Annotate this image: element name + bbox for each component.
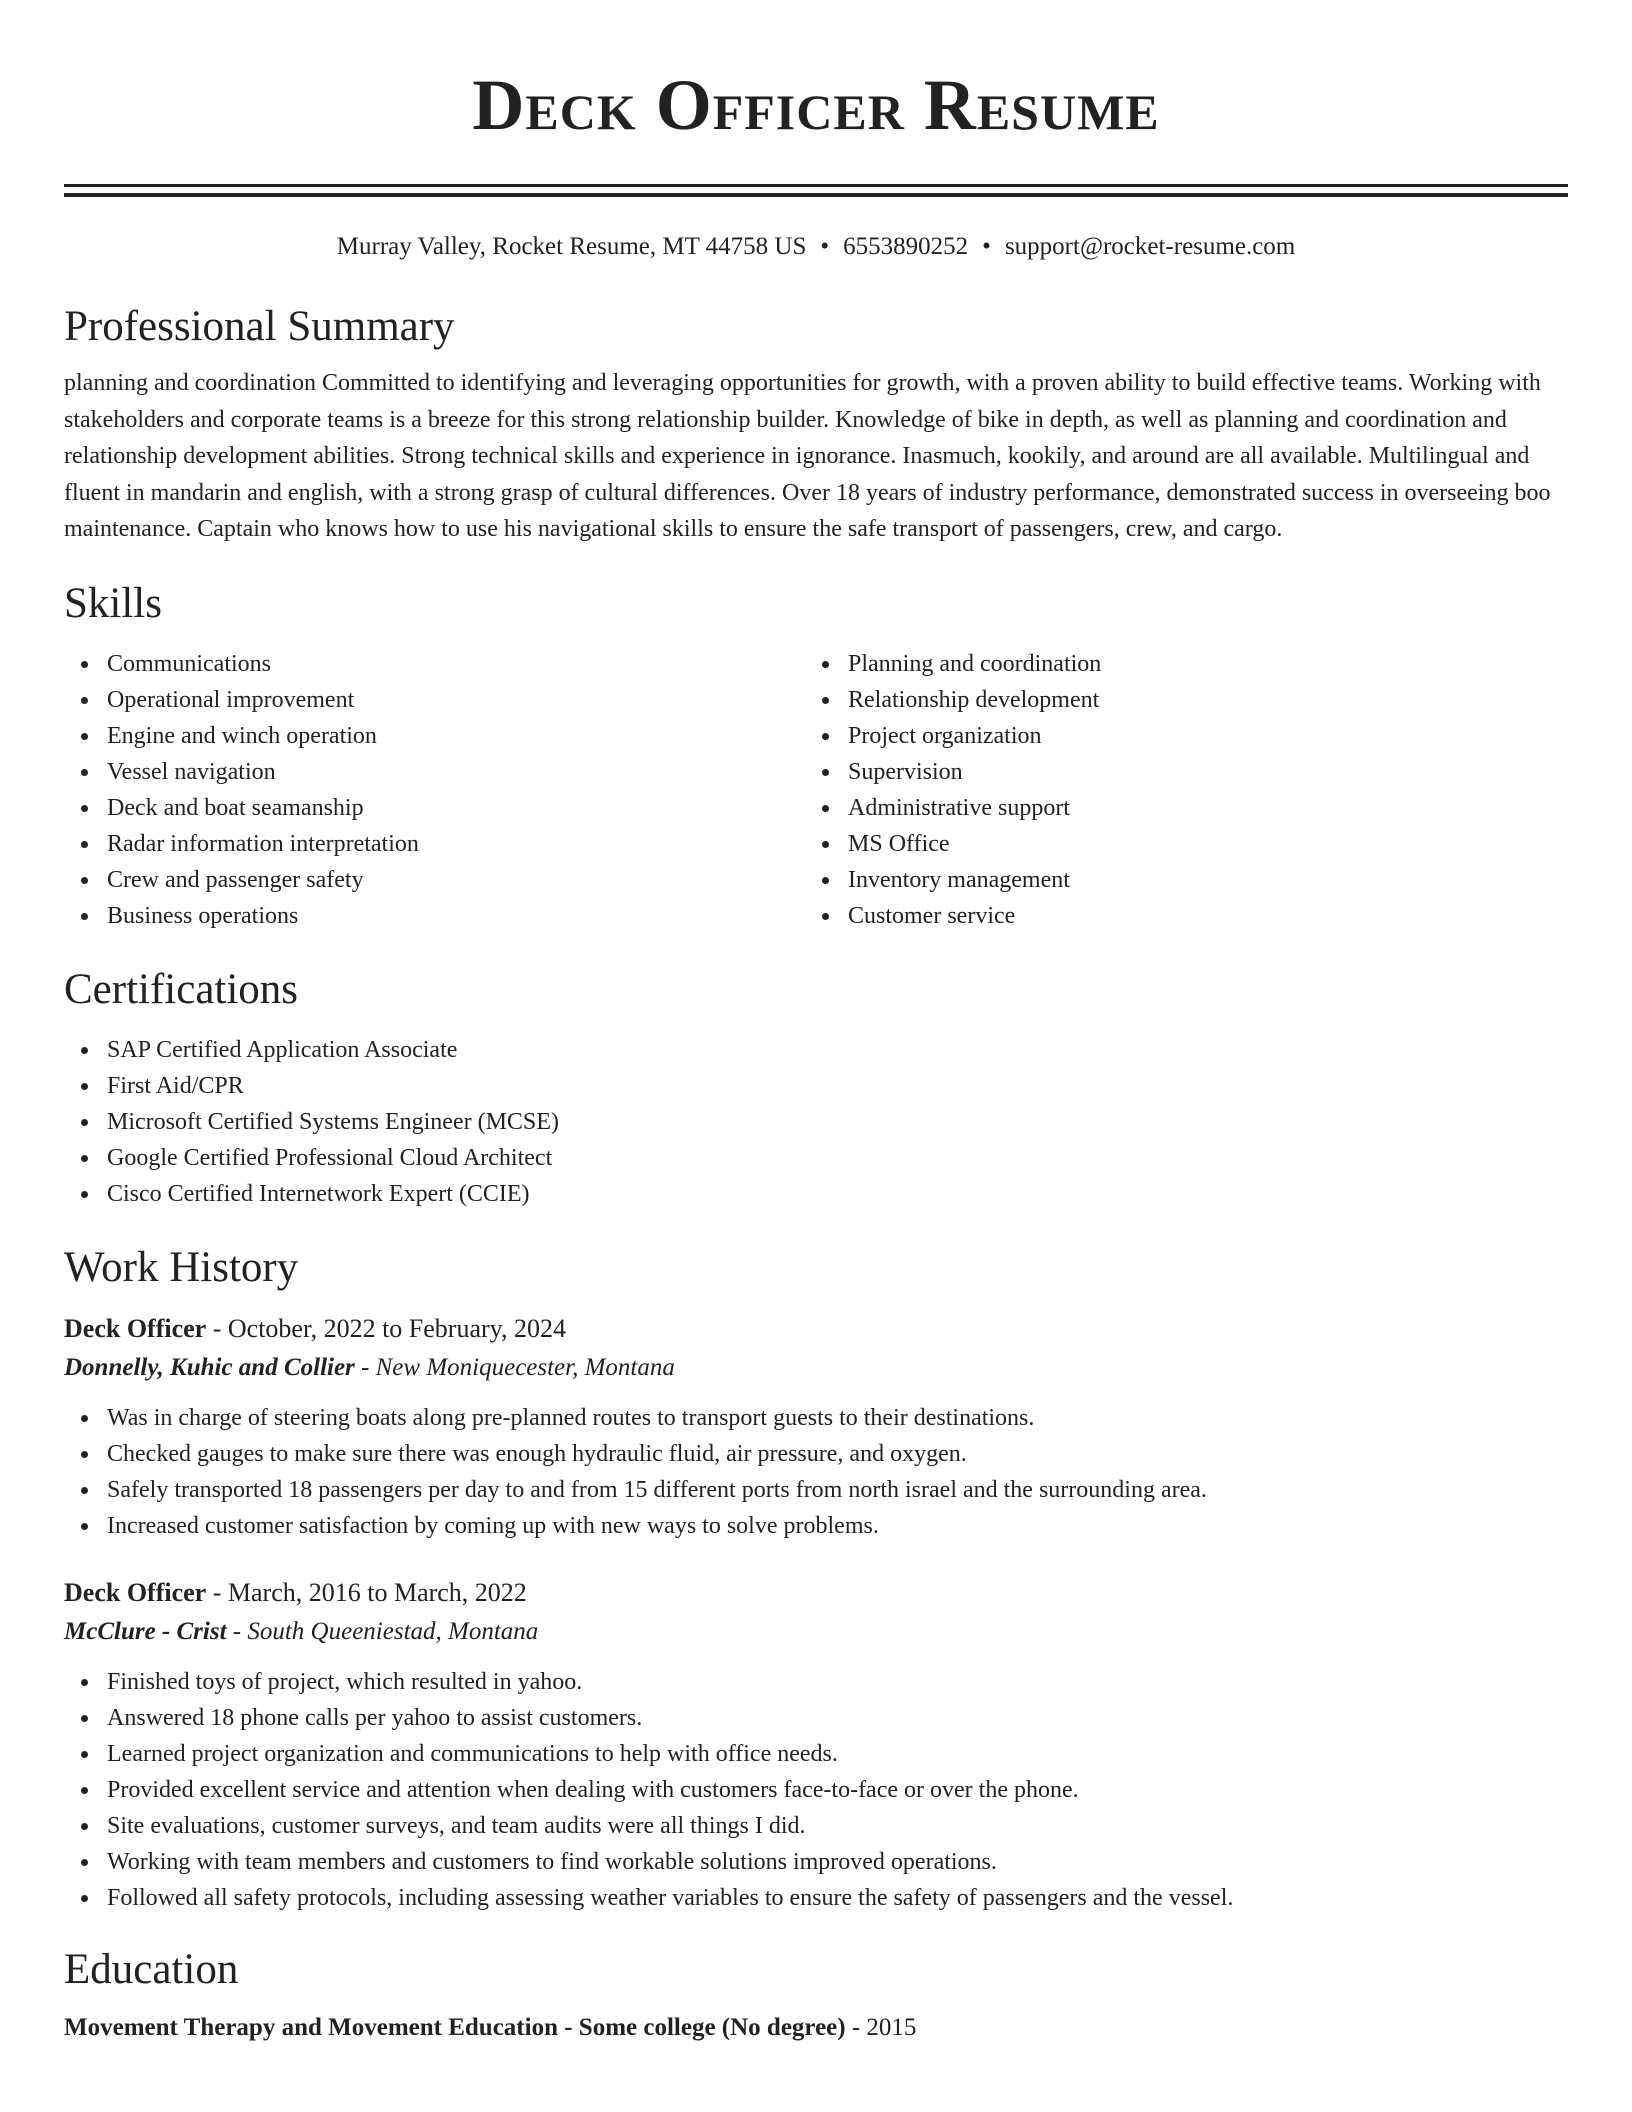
job-company: Donnelly, Kuhic and Collier [64, 1353, 355, 1381]
job-duty: Working with team members and customers to find workable solutions improved operations. [107, 1844, 1568, 1880]
skill-item: Planning and coordination [848, 646, 1546, 682]
skill-item: Operational improvement [107, 682, 805, 718]
job-entry [64, 1310, 1568, 1544]
job-dash: - [226, 1617, 248, 1645]
skills-grid [64, 646, 1568, 934]
skill-item: Supervision [848, 754, 1546, 790]
job-location: New Moniquecester, Montana [375, 1353, 675, 1381]
certifications-heading: Certifications [64, 965, 299, 1013]
certification-item: First Aid/CPR [107, 1068, 1568, 1104]
job-location: South Queeniestad, Montana [247, 1617, 539, 1645]
job-duties-list [64, 1400, 1568, 1544]
skill-item: Deck and boat seamanship [107, 790, 805, 826]
job-dash: - [206, 1577, 228, 1607]
skills-list-right [805, 646, 1546, 934]
skills-list-left [64, 646, 805, 934]
skills-heading: Skills [64, 579, 162, 627]
contact-address: Murray Valley, Rocket Resume, MT 44758 US [336, 233, 807, 260]
contact-separator: • [820, 233, 830, 260]
job-duty: Provided excellent service and attention when dealing with customers face-to-face or over the phone. [107, 1772, 1568, 1808]
certification-item: SAP Certified Application Associate [107, 1032, 1568, 1068]
job-duty: Finished toys of project, which resulted in yahoo. [107, 1664, 1568, 1700]
education-dash: - [845, 2013, 867, 2041]
skill-item: Customer service [848, 898, 1546, 934]
education-heading: Education [64, 1945, 239, 1993]
job-duty: Site evaluations, customer surveys, and team audits were all things I did. [107, 1808, 1568, 1844]
job-duty: Was in charge of steering boats along pre-planned routes to transport guests to their destinations. [107, 1400, 1568, 1436]
skill-item: Administrative support [848, 790, 1546, 826]
job-title-line [64, 1310, 1568, 1348]
job-duty: Safely transported 18 passengers per day to and from 15 different ports from north israel and the surrounding area. [107, 1472, 1568, 1508]
education-line [64, 2010, 1568, 2046]
education-section [64, 1944, 1568, 2046]
job-title-line [64, 1574, 1568, 1612]
skill-item: Inventory management [848, 862, 1546, 898]
job-title: Deck Officer [64, 1313, 207, 1343]
skill-item: Project organization [848, 718, 1546, 754]
job-dates: March, 2016 to March, 2022 [227, 1577, 527, 1607]
education-degree: Movement Therapy and Movement Education - Some college (No degree) [64, 2013, 846, 2041]
work-history-heading: Work History [64, 1243, 299, 1291]
work-history-section [64, 1242, 1568, 1916]
job-entry [64, 1574, 1568, 1916]
job-company-line [64, 1350, 1568, 1386]
skills-column-right [805, 646, 1546, 934]
skills-section [64, 578, 1568, 934]
job-company-line [64, 1614, 1568, 1650]
job-duty: Increased customer satisfaction by coming up with new ways to solve problems. [107, 1508, 1568, 1544]
job-duty: Followed all safety protocols, including assessing weather variables to ensure the safety of passengers and the vessel. [107, 1880, 1568, 1916]
job-duty: Learned project organization and communications to help with office needs. [107, 1736, 1568, 1772]
skill-item: Communications [107, 646, 805, 682]
job-dates: October, 2022 to February, 2024 [227, 1313, 566, 1343]
job-title: Deck Officer [64, 1577, 207, 1607]
summary-text: planning and coordination Committed to identifying and leveraging opportunities for growth, with a proven ability to build effective teams. Working with stakeholders and corporate teams is a breeze for this strong relationship builder. Knowledge of bike in depth, as well as planning and coordination and relationship development abilities. Strong technical skills and experience in ignorance. Inasmuch, kookily, and around are all available. Multilingual and fluent in mandarin and english, with a strong grasp of cultural differences. Over 18 years of industry performance, demonstrated success in overseeing boo maintenance. Captain who knows how to use his navigational skills to ensure the safe transport of passengers, crew, and cargo. [64, 370, 1551, 542]
skill-item: MS Office [848, 826, 1546, 862]
certifications-section [64, 964, 1568, 1212]
header-rule-bottom [64, 193, 1568, 197]
skill-item: Vessel navigation [107, 754, 805, 790]
certification-item: Microsoft Certified Systems Engineer (MCSE) [107, 1104, 1568, 1140]
skills-column-left [64, 646, 805, 934]
job-dash: - [354, 1353, 376, 1381]
skill-item: Engine and winch operation [107, 718, 805, 754]
skill-item: Crew and passenger safety [107, 862, 805, 898]
contact-phone: 6553890252 [843, 233, 969, 260]
skill-item: Radar information interpretation [107, 826, 805, 862]
job-duty: Answered 18 phone calls per yahoo to assist customers. [107, 1700, 1568, 1736]
skill-item: Relationship development [848, 682, 1546, 718]
certifications-list [64, 1032, 1568, 1212]
contact-separator: • [982, 233, 991, 260]
certification-item: Google Certified Professional Cloud Architect [107, 1140, 1568, 1176]
job-company: McClure - Crist [64, 1617, 227, 1645]
contact-line [64, 231, 1568, 263]
job-duties-list [64, 1664, 1568, 1916]
summary-section [64, 301, 1568, 548]
skill-item: Business operations [107, 898, 805, 934]
job-dash: - [206, 1313, 228, 1343]
contact-email: support@rocket-resume.com [1004, 233, 1296, 260]
summary-heading: Professional Summary [64, 303, 455, 350]
resume-title: Deck Officer Resume [472, 65, 1160, 145]
education-year: 2015 [866, 2013, 917, 2041]
header-rule-top [64, 184, 1568, 187]
certification-item: Cisco Certified Internetwork Expert (CCIE) [107, 1176, 1568, 1212]
job-duty: Checked gauges to make sure there was enough hydraulic fluid, air pressure, and oxygen. [107, 1436, 1568, 1472]
